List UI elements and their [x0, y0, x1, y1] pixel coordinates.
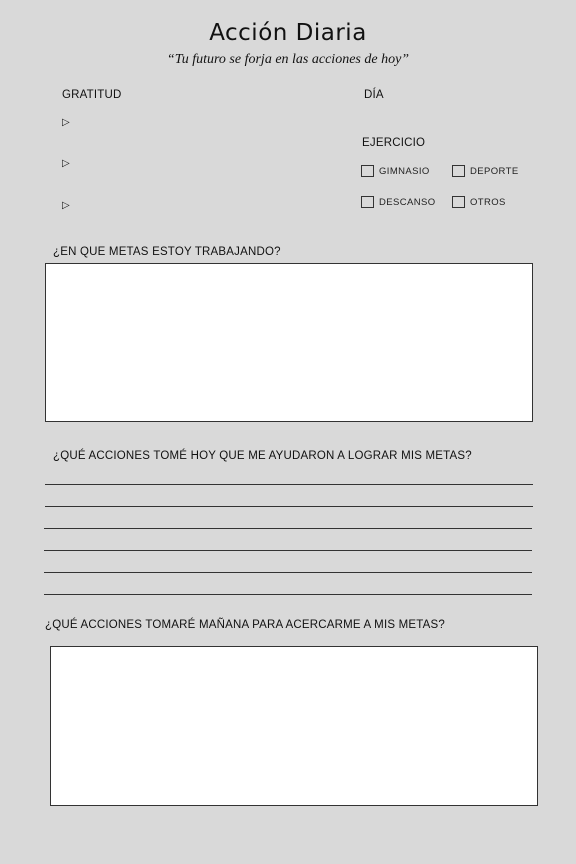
actions-tomorrow-text-box[interactable] — [50, 646, 538, 806]
actions-tomorrow-heading: ¿QUÉ ACCIONES TOMARÉ MAÑANA PARA ACERCARME A MIS METAS? — [45, 619, 445, 631]
checkbox-deporte[interactable] — [452, 165, 465, 177]
option-deporte-label: DEPORTE — [470, 166, 519, 177]
writing-line-6[interactable] — [44, 594, 532, 595]
option-otros-label: OTROS — [470, 197, 506, 208]
option-gimnasio-label: GIMNASIO — [379, 166, 430, 177]
writing-line-2[interactable] — [45, 506, 533, 507]
writing-line-3[interactable] — [44, 528, 532, 529]
writing-line-4[interactable] — [44, 550, 532, 551]
option-descanso-label: DESCANSO — [379, 197, 436, 208]
gratitude-bullet-3: ▷ — [62, 200, 70, 211]
checkbox-gimnasio[interactable] — [361, 165, 374, 177]
page-title: Acción Diaria — [209, 20, 367, 46]
actions-today-heading: ¿QUÉ ACCIONES TOMÉ HOY QUE ME AYUDARON A LOGRAR MIS METAS? — [53, 450, 472, 462]
goals-text-box[interactable] — [45, 263, 533, 422]
exercise-label: EJERCICIO — [362, 137, 426, 149]
gratitude-bullet-1: ▷ — [62, 117, 70, 128]
day-label: DÍA — [364, 89, 384, 101]
checkbox-descanso[interactable] — [361, 196, 374, 208]
gratitude-bullet-2: ▷ — [62, 158, 70, 169]
gratitude-label: GRATITUD — [62, 89, 122, 101]
motivational-quote: “Tu futuro se forja en las acciones de hoy” — [166, 52, 410, 67]
goals-heading: ¿EN QUE METAS ESTOY TRABAJANDO? — [53, 246, 281, 258]
writing-line-5[interactable] — [44, 572, 532, 573]
writing-line-1[interactable] — [45, 484, 533, 485]
checkbox-otros[interactable] — [452, 196, 465, 208]
